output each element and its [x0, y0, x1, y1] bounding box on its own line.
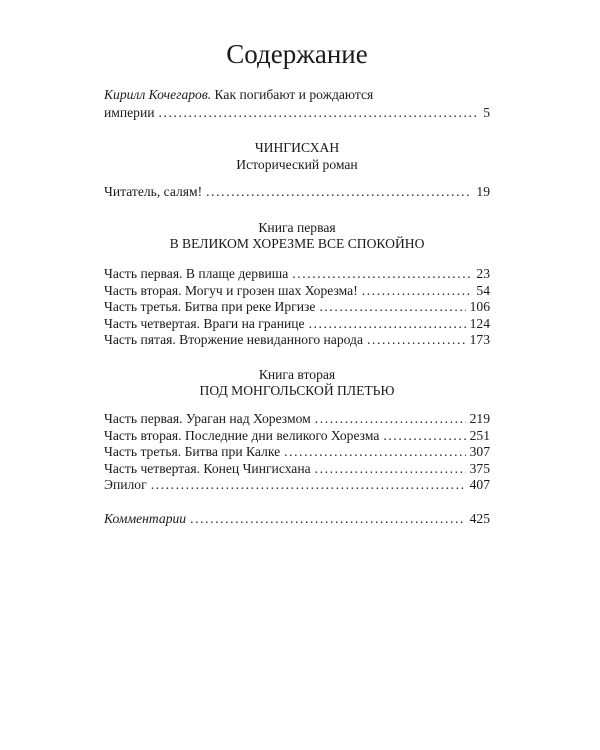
- page-number: 23: [476, 266, 490, 281]
- toc-entry-book1-part2: [104, 282, 490, 299]
- entry-label: Комментарии: [104, 511, 187, 526]
- entry-label: Часть вторая. Последние дни великого Хорезма: [104, 428, 380, 443]
- book1-heading: Книга первая: [258, 220, 336, 235]
- toc-entry-book1-part4: [104, 315, 490, 332]
- book1-title: В ВЕЛИКОМ ХОРЕЗМЕ ВСЕ СПОКОЙНО: [169, 236, 425, 251]
- page-number: 425: [469, 511, 490, 526]
- entry-label: Часть первая. В плаще дервиша: [104, 266, 289, 281]
- leader-dots: [190, 510, 466, 527]
- leader-dots: [383, 427, 465, 444]
- page-number: 307: [469, 444, 490, 459]
- leader-dots: [309, 315, 466, 332]
- toc-entry-book1-part5: [104, 331, 490, 348]
- entry-label: Читатель, салям!: [104, 184, 203, 199]
- entry-label: Часть четвертая. Враги на границе: [104, 316, 305, 331]
- toc-entry-book2-part3: [104, 443, 490, 460]
- novel-subheading: Исторический роман: [236, 157, 358, 172]
- page-number: 106: [469, 299, 490, 314]
- entry-label: Часть пятая. Вторжение невиданного народа: [104, 332, 363, 347]
- page-number: 173: [469, 332, 490, 347]
- page-number: 375: [469, 461, 490, 476]
- entry-label: Часть четвертая. Конец Чингисхана: [104, 461, 311, 476]
- entry-label: Часть первая. Ураган над Хорезмом: [104, 411, 311, 426]
- toc-entry-reader: [104, 183, 490, 200]
- page-number: 219: [469, 411, 490, 426]
- page-number: 19: [476, 184, 490, 199]
- page-number: 124: [469, 316, 490, 331]
- page-number: 251: [469, 428, 490, 443]
- leader-dots: [319, 298, 465, 315]
- page-number: 54: [476, 283, 490, 298]
- leader-dots: [151, 476, 466, 493]
- intro-author: Кирилл Кочегаров.: [104, 87, 212, 102]
- toc-page: [104, 0, 490, 750]
- page-number: 407: [469, 477, 490, 492]
- entry-label: Часть третья. Битва при Калке: [104, 444, 281, 459]
- toc-entry-book1-part1: [104, 265, 490, 282]
- toc-entry-book1-part3: [104, 298, 490, 315]
- toc-entry-intro: [104, 104, 490, 121]
- leader-dots: [362, 282, 473, 299]
- toc-entry-comments: [104, 510, 490, 527]
- page-title: Содержание: [226, 39, 368, 69]
- entry-label: Часть третья. Битва при реке Иргизе: [104, 299, 316, 314]
- leader-dots: [159, 104, 480, 121]
- book2-heading: Книга вторая: [258, 367, 336, 382]
- leader-dots: [315, 460, 466, 477]
- leader-dots: [315, 410, 466, 427]
- toc-entry-book2-part2: [104, 427, 490, 444]
- entry-label: Часть вторая. Могуч и грозен шах Хорезма!: [104, 283, 358, 298]
- leader-dots: [206, 183, 472, 200]
- page-number: 5: [483, 105, 490, 120]
- intro-title-line2: империи: [104, 105, 155, 120]
- book2-title: ПОД МОНГОЛЬСКОЙ ПЛЕТЬЮ: [199, 383, 395, 398]
- toc-entry-book2-part1: [104, 410, 490, 427]
- intro-entry-line1: [104, 86, 490, 103]
- novel-heading: ЧИНГИСХАН: [254, 140, 340, 155]
- intro-title-line1: Как погибают и рождаются: [211, 87, 374, 102]
- toc-entry-book2-part4: [104, 460, 490, 477]
- leader-dots: [284, 443, 465, 460]
- leader-dots: [292, 265, 472, 282]
- leader-dots: [367, 331, 466, 348]
- toc-entry-book2-epilogue: [104, 476, 490, 493]
- entry-label: Эпилог: [104, 477, 147, 492]
